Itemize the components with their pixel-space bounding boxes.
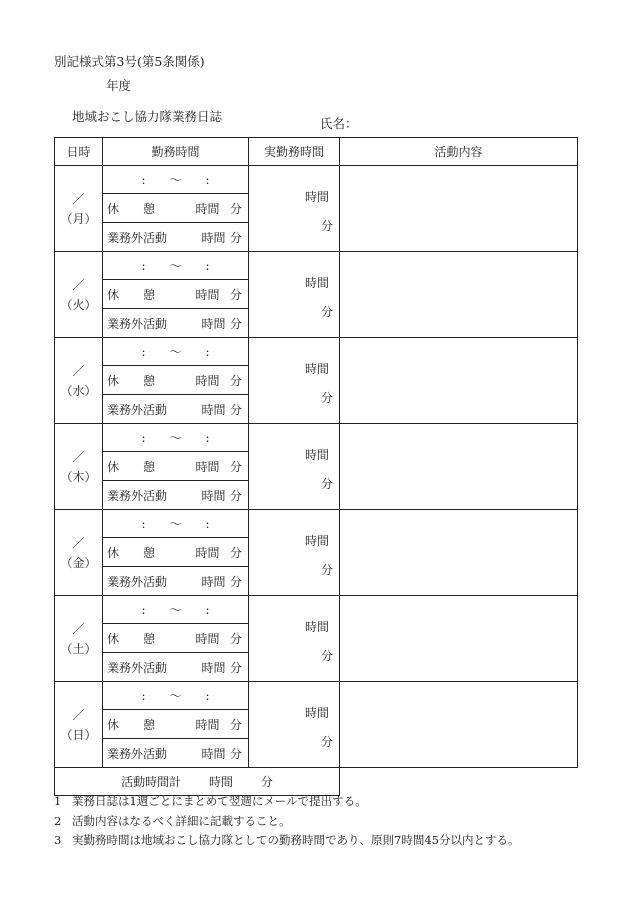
weekday-label: （木）: [60, 469, 97, 484]
work-time-range[interactable]: : 〜 :: [103, 510, 249, 538]
total-hours-label: 時間: [208, 775, 233, 789]
break-label: 休 憩: [107, 631, 156, 646]
break-hours-label: 時間: [195, 631, 220, 646]
off-duty-minutes-label: 分: [229, 574, 242, 589]
actual-hours-label: 時間: [304, 534, 329, 548]
note-item: [54, 792, 519, 812]
weekday-label: （金）: [60, 555, 97, 570]
notes-section: [54, 792, 519, 851]
day-row: [55, 424, 578, 452]
date-slash: ／: [72, 707, 85, 722]
work-time-range[interactable]: : 〜 :: [103, 596, 249, 624]
work-time-range[interactable]: : 〜 :: [103, 338, 249, 366]
off-duty-hours-label: 時間: [201, 660, 226, 675]
note-item: [54, 831, 519, 851]
work-time-range[interactable]: : 〜 :: [103, 166, 249, 194]
break-label: 休 憩: [107, 373, 156, 388]
break-time-cell[interactable]: [103, 624, 249, 653]
total-label: 活動時間計: [121, 775, 182, 789]
break-label: 休 憩: [107, 287, 156, 302]
off-duty-label: 業務外活動: [107, 230, 168, 245]
off-duty-label: 業務外活動: [107, 746, 168, 761]
weekday-label: （土）: [60, 641, 97, 656]
weekday-label: （日）: [60, 727, 97, 742]
activity-cell[interactable]: [340, 166, 578, 252]
date-cell[interactable]: [55, 596, 103, 682]
break-hours-label: 時間: [195, 717, 220, 732]
break-minutes-label: 分: [229, 545, 242, 560]
form-label: 別記様式第3号(第5条関係): [54, 54, 205, 69]
column-header-date: 日時: [55, 138, 103, 166]
column-header-activity: 活動内容: [340, 138, 578, 166]
off-duty-hours-label: 時間: [201, 230, 226, 245]
break-hours-label: 時間: [195, 459, 220, 474]
actual-hours-cell[interactable]: [249, 596, 340, 682]
off-duty-hours-label: 時間: [201, 746, 226, 761]
activity-cell[interactable]: [340, 596, 578, 682]
break-time-cell[interactable]: [103, 280, 249, 309]
break-minutes-label: 分: [229, 459, 242, 474]
break-minutes-label: 分: [229, 631, 242, 646]
activity-cell[interactable]: [340, 424, 578, 510]
date-slash: ／: [72, 535, 85, 550]
year-label: 年度: [106, 78, 132, 93]
actual-minutes-label: 分: [320, 219, 333, 233]
note-item: [54, 812, 519, 832]
off-duty-minutes-label: 分: [229, 402, 242, 417]
actual-hours-cell[interactable]: [249, 338, 340, 424]
off-duty-time-cell[interactable]: [103, 223, 249, 252]
break-time-cell[interactable]: [103, 452, 249, 481]
off-duty-label: 業務外活動: [107, 402, 168, 417]
header-row: [55, 138, 578, 166]
off-duty-time-cell[interactable]: [103, 653, 249, 682]
off-duty-time-cell[interactable]: [103, 481, 249, 510]
break-minutes-label: 分: [229, 717, 242, 732]
note-number: 1: [54, 794, 62, 808]
break-time-cell[interactable]: [103, 194, 249, 223]
actual-hours-label: 時間: [304, 620, 329, 634]
actual-minutes-label: 分: [320, 305, 333, 319]
day-row: [55, 510, 578, 538]
break-hours-label: 時間: [195, 287, 220, 302]
break-time-cell[interactable]: [103, 710, 249, 739]
date-cell[interactable]: [55, 252, 103, 338]
day-row: [55, 252, 578, 280]
break-label: 休 憩: [107, 717, 156, 732]
date-slash: ／: [72, 191, 85, 206]
break-time-cell[interactable]: [103, 538, 249, 567]
off-duty-label: 業務外活動: [107, 316, 168, 331]
off-duty-label: 業務外活動: [107, 488, 168, 503]
actual-hours-label: 時間: [304, 276, 329, 290]
work-time-range[interactable]: : 〜 :: [103, 682, 249, 710]
date-slash: ／: [72, 621, 85, 636]
name-label: 氏名：: [320, 116, 358, 131]
actual-hours-cell[interactable]: [249, 252, 340, 338]
off-duty-minutes-label: 分: [229, 660, 242, 675]
off-duty-minutes-label: 分: [229, 230, 242, 245]
break-label: 休 憩: [107, 459, 156, 474]
off-duty-time-cell[interactable]: [103, 395, 249, 424]
activity-cell[interactable]: [340, 252, 578, 338]
note-text: 活動内容はなるべく詳細に記載すること。: [72, 813, 291, 828]
break-hours-label: 時間: [195, 373, 220, 388]
break-hours-label: 時間: [195, 201, 220, 216]
work-time-range[interactable]: : 〜 :: [103, 252, 249, 280]
off-duty-time-cell[interactable]: [103, 567, 249, 596]
note-number: 2: [54, 813, 62, 828]
weekday-label: （月）: [60, 211, 97, 226]
date-slash: ／: [72, 277, 85, 292]
break-label: 休 憩: [107, 545, 156, 560]
date-slash: ／: [72, 449, 85, 464]
actual-hours-label: 時間: [304, 190, 329, 204]
off-duty-hours-label: 時間: [201, 402, 226, 417]
off-duty-hours-label: 時間: [201, 316, 226, 331]
document-title: 地域おこし協力隊業務日誌: [72, 109, 223, 124]
activity-cell[interactable]: [340, 510, 578, 596]
day-row: [55, 338, 578, 366]
off-duty-label: 業務外活動: [107, 660, 168, 675]
actual-minutes-label: 分: [320, 735, 333, 749]
activity-cell[interactable]: [340, 682, 578, 768]
actual-hours-label: 時間: [304, 448, 329, 462]
actual-minutes-label: 分: [320, 477, 333, 491]
break-minutes-label: 分: [229, 373, 242, 388]
date-cell[interactable]: [55, 424, 103, 510]
total-minutes-label: 分: [260, 775, 273, 789]
actual-hours-cell[interactable]: [249, 510, 340, 596]
actual-hours-label: 時間: [304, 706, 329, 720]
actual-minutes-label: 分: [320, 563, 333, 577]
day-row: [55, 682, 578, 710]
break-label: 休 憩: [107, 201, 156, 216]
off-duty-time-cell[interactable]: [103, 309, 249, 338]
actual-hours-label: 時間: [304, 362, 329, 376]
off-duty-minutes-label: 分: [229, 746, 242, 761]
day-row: [55, 166, 578, 194]
off-duty-label: 業務外活動: [107, 574, 168, 589]
off-duty-time-cell[interactable]: [103, 739, 249, 768]
note-text: 業務日誌は1週ごとにまとめて翌週にメールで提出する。: [72, 794, 367, 808]
date-cell[interactable]: [55, 682, 103, 768]
actual-hours-cell[interactable]: [249, 166, 340, 252]
activity-cell[interactable]: [340, 338, 578, 424]
date-cell[interactable]: [55, 510, 103, 596]
off-duty-hours-label: 時間: [201, 574, 226, 589]
note-text: 実勤務時間は地域おこし協力隊としての勤務時間であり、原則7時間45分以内とする。: [72, 833, 520, 847]
column-header-work-hours: 勤務時間: [103, 138, 249, 166]
date-slash: ／: [72, 363, 85, 378]
break-minutes-label: 分: [229, 287, 242, 302]
weekday-label: （水）: [60, 383, 97, 398]
break-time-cell[interactable]: [103, 366, 249, 395]
day-row: [55, 596, 578, 624]
actual-hours-cell[interactable]: [249, 424, 340, 510]
break-hours-label: 時間: [195, 545, 220, 560]
actual-minutes-label: 分: [320, 649, 333, 663]
date-cell[interactable]: [55, 338, 103, 424]
date-cell[interactable]: [55, 166, 103, 252]
work-time-range[interactable]: : 〜 :: [103, 424, 249, 452]
actual-minutes-label: 分: [320, 391, 333, 405]
note-number: 3: [54, 833, 62, 847]
weekday-label: （火）: [60, 297, 97, 312]
off-duty-minutes-label: 分: [229, 316, 242, 331]
off-duty-hours-label: 時間: [201, 488, 226, 503]
actual-hours-cell[interactable]: [249, 682, 340, 768]
column-header-actual-hours: 実勤務時間: [249, 138, 340, 166]
work-log-table: [54, 137, 578, 796]
off-duty-minutes-label: 分: [229, 488, 242, 503]
break-minutes-label: 分: [229, 201, 242, 216]
